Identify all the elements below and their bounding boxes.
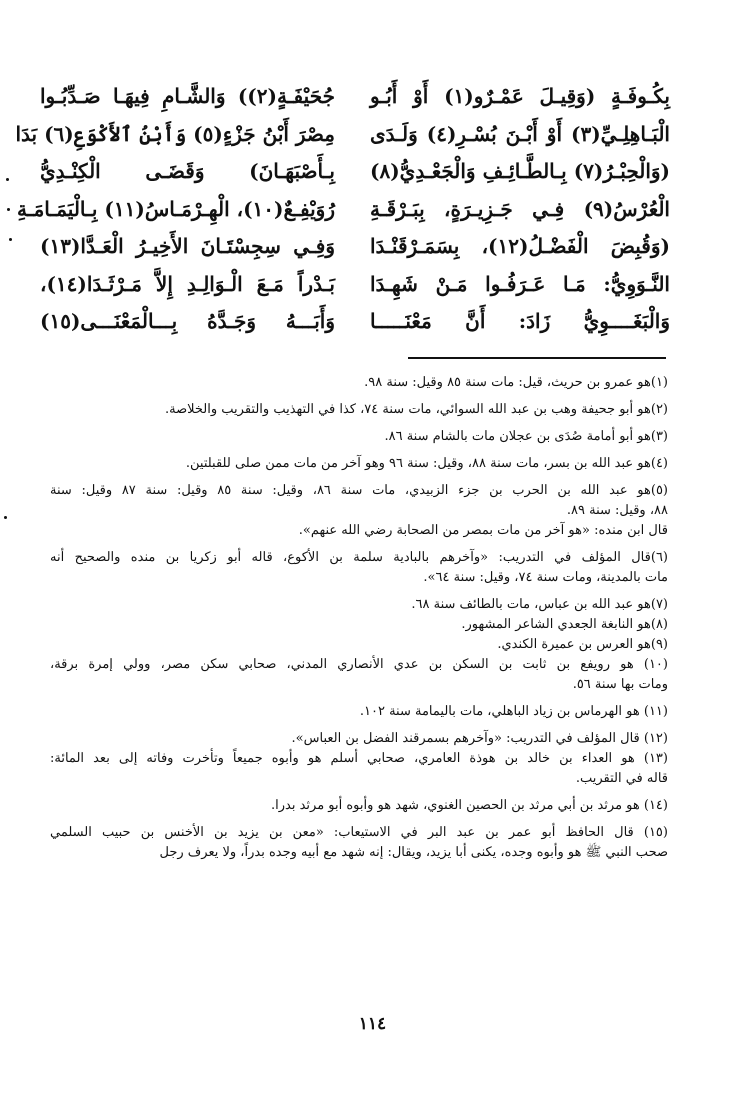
verse-row: [15, 116, 670, 154]
footnote-line: ٨٨، وقيل: سنة ٨٩.: [566, 503, 668, 518]
footnote-block: [50, 454, 668, 474]
footnotes-block: [50, 373, 668, 870]
footnote-block: [50, 823, 668, 863]
page-number: ١١٤: [358, 1014, 387, 1034]
verse-first-hemistich: وَالْبَغَــــوِيُّ زَادَ: أَنَّ مَعْنَـــــا: [370, 309, 670, 334]
footnote-line: (١٠) هو رويفع بن ثابت بن السكن بن عدي الأنصاري المدني، صحابي سكن مصر، وولي إمرة برقة،: [50, 657, 668, 672]
verse-second-hemistich: رُوَيْفِـعٌ(١٠)، الْهِـرْمَـاسُ(١١) بِـالْيَمَـامَـةِ: [16, 196, 335, 221]
verse-second-hemistich: وَفِـي سِجِسْتَـانَ الأَخِيـرُ الْعَـدَّا(١٣): [40, 234, 335, 259]
verse-first-hemistich: (وَالْحِبْـرُ(٧) بِـالطَّـائِـفِ وَالْجَعْـدِيُّ(٨): [370, 159, 670, 184]
footnote-line: قاله في التقريب.: [575, 771, 668, 786]
margin-dot: [4, 516, 7, 519]
footnote-block: [50, 373, 668, 393]
footnote-block: [50, 729, 668, 789]
footnote-line: (١٤) هو مرثد بن أبي مرثد بن الحصين الغنوي، شهد هو وأبوه أبو مرثد بدرا.: [270, 798, 668, 813]
verse-second-hemistich: وَأَبَـــهُ وَجَـدَّهُ بِـــالْمَعْنَـــى(١٥): [40, 309, 335, 334]
footnote-divider: [408, 357, 666, 359]
verse-row: [40, 303, 670, 341]
footnote-line: (١٥) قال الحافظ أبو عمر بن عبد البر في الاستيعاب: «معن بن يزيد بن الأخنس بن حبيب السلمي: [50, 825, 668, 840]
footnote-block: [50, 796, 668, 816]
footnote-block: [50, 481, 668, 541]
verse-row: [40, 78, 670, 116]
footnote-line: ومات بها سنة ٥٦.: [572, 677, 668, 692]
footnote-block: [50, 427, 668, 447]
footnote-block: [50, 400, 668, 420]
footnote-line: مات بالمدينة، ومات سنة ٧٤، وقيل: سنة ٦٤».: [423, 570, 668, 585]
verse-second-hemistich: جُحَيْفَـةٍ(٢)) وَالشَّـامِ فِيهَـا صَـدِّبُـوا: [40, 84, 335, 109]
verse-second-hemistich: مِصْرَ أَبْنُ جَزْءٍ(٥) وَأَبْنُ ٱلأَكْوَعِ(٦) بَدَا: [15, 121, 335, 146]
verse-row: [40, 228, 670, 266]
poem-block: [15, 78, 670, 341]
verse-first-hemistich: (وَقُبِضَ الْفَضْـلُ(١٢)، بِسَمَـرْقَنْـدَا: [370, 234, 670, 259]
verse-first-hemistich: الْعُرْسُ(٩) فِـي جَـزِيـرَةٍ، بِبَـرْقَـةِ: [370, 196, 670, 221]
footnote-block: [50, 548, 668, 588]
footnote-line: قال ابن منده: «هو آخر من مات بمصر من الصحابة رضي الله عنهم».: [298, 523, 668, 538]
margin-dot: [6, 178, 9, 181]
footnote-line: (٣)هو أبو أمامة صُدَى بن عجلان مات بالشام سنة ٨٦.: [384, 429, 668, 444]
footnote-line: (٩)هو العرس بن عميرة الكندي.: [497, 637, 668, 652]
verse-first-hemistich: الْبَـاهِلِـيِّ(٣) أَوْ أَبْـنَ بُسْـرِ(٤) وَلَـدَى: [370, 121, 670, 146]
footnote-line: (١٢) قال المؤلف في التدريب: «وآخرهم بسمرقند الفضل بن العباس».: [291, 731, 668, 746]
footnote-block: [50, 595, 668, 695]
footnote-block: [50, 702, 668, 722]
footnote-line: (١١) هو الهرماس بن زياد الباهلي، مات باليمامة سنة ١٠٢.: [359, 704, 668, 719]
verse-first-hemistich: بِكُـوفَـةٍ (وَقِيـلَ عَمْـرٌو(١) أَوْ أَبُـو: [370, 84, 670, 109]
footnote-line: (١)هو عمرو بن حريث، قيل: مات سنة ٨٥ وقيل: سنة ٩٨.: [364, 375, 668, 390]
verse-row: [40, 266, 670, 304]
verse-row: [40, 153, 670, 191]
verse-second-hemistich: بِـأَصْبَهَـانَ) وَقَضَـى الْكِنْـدِيُّ: [40, 159, 335, 184]
margin-dot: [7, 208, 10, 211]
margin-dot: [9, 238, 12, 241]
footnote-line: صحب النبي ﷺ هو وأبوه وجده، يكنى أبا يزيد، ويقال: إنه شهد مع أبيه وجده بدراً، ولا يعرف رجل: [159, 845, 668, 860]
verse-row: [16, 191, 670, 229]
verse-first-hemistich: النَّـوَوِيُّ: مَـا عَـرَفُـوا مَـنْ شَهِـدَا: [370, 271, 670, 296]
footnote-line: (٨)هو النابغة الجعدي الشاعر المشهور.: [461, 617, 668, 632]
footnote-line: (٤)هو عبد الله بن بسر، مات سنة ٨٨، وقيل: سنة ٩٦ وهو آخر من مات ممن صلى للقبلتين.: [185, 456, 668, 471]
footnote-line: (١٣) هو العداء بن خالد بن هوذة العامري، صحابي أسلم هو وأبوه جميعاً وتأخرت وفاته إلى بعد المائة:: [50, 751, 668, 766]
footnote-line: (٥)هو عبد الله بن الحرب بن جزء الزبيدي، مات سنة ٨٦، وقيل: سنة ٨٥ وقيل: سنة ٨٧ وقيل: سنة: [50, 483, 668, 498]
verse-second-hemistich: بَـدْراً مَـعَ الْـوَالِـدِ إِلاَّ مَـرْثَـدَا(١٤)،: [40, 271, 335, 296]
footnote-line: (٢)هو أبو جحيفة وهب بن عبد الله السوائي، مات سنة ٧٤، كذا في التهذيب والتقريب والخلاصة.: [165, 402, 668, 417]
footnote-line: (٧)هو عبد الله بن عباس، مات بالطائف سنة ٦٨.: [411, 597, 668, 612]
footnote-line: (٦)قال المؤلف في التدريب: «وآخرهم بالبادية سلمة بن الأكوع، قاله أبو زكريا بن منده والصحيح أنه: [50, 550, 668, 565]
